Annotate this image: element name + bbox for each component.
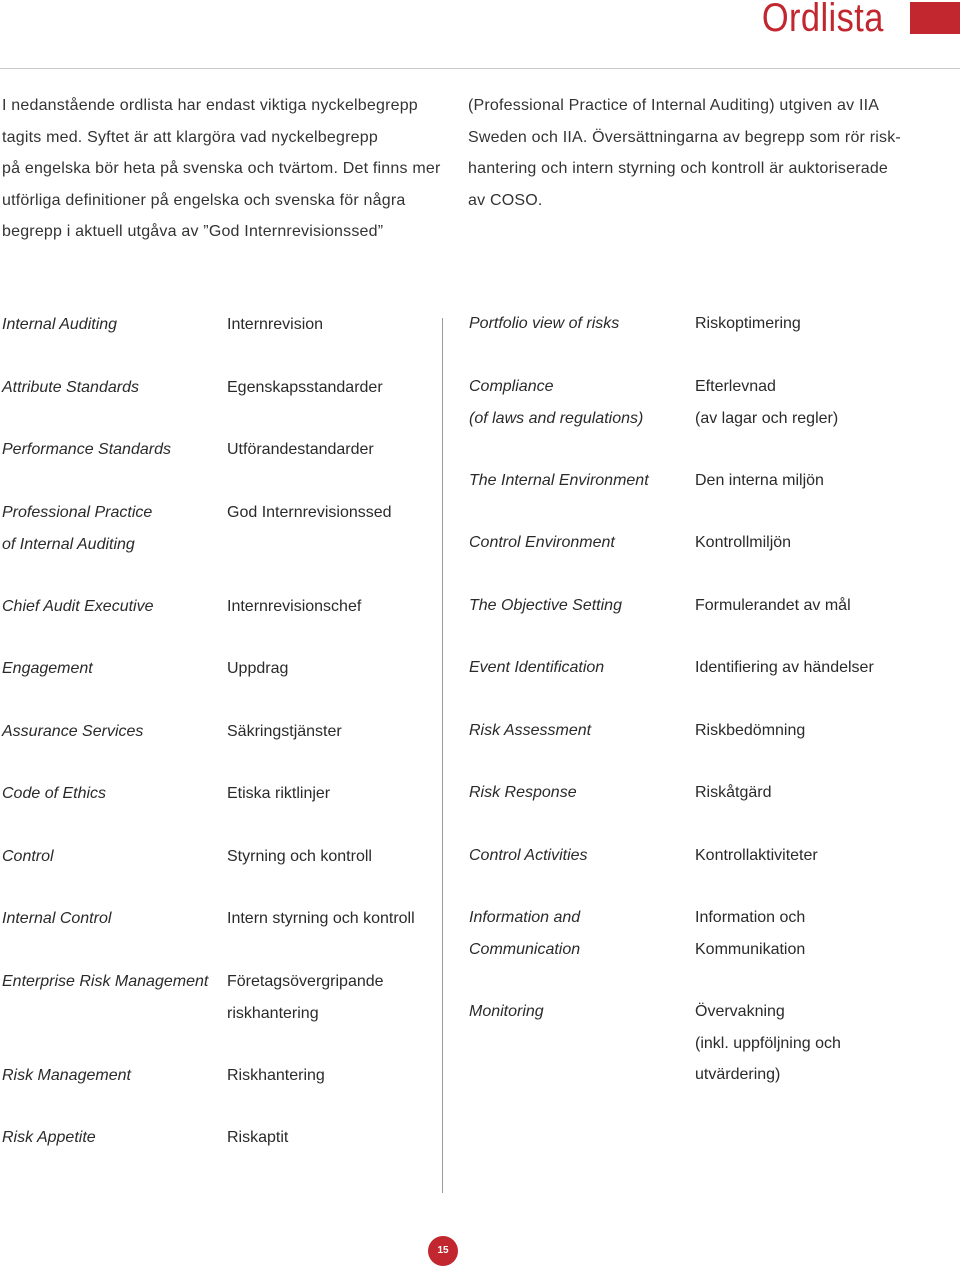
intro-line: tagits med. Syftet är att klargöra vad nyckelbegrepp (2, 128, 378, 146)
term-english: Assurance Services (2, 723, 144, 740)
term-english: Monitoring (469, 1003, 544, 1020)
term-swedish: Uppdrag (227, 660, 289, 677)
term-english: Control (2, 848, 54, 865)
term-swedish: Information och Kommunikation (695, 909, 806, 958)
term-swedish: Riskåtgärd (695, 784, 772, 801)
intro-line: Sweden och IIA. Översättningarna av begrepp som rör risk- (468, 128, 901, 146)
term-swedish: Övervakning (inkl. uppföljning och utvärdering) (695, 1003, 841, 1083)
term-english: Risk Assessment (469, 722, 592, 739)
term-swedish: Riskhantering (227, 1067, 325, 1084)
term-english: The Objective Setting (469, 597, 622, 614)
term-swedish: Efterlevnad (av lagar och regler) (695, 378, 839, 427)
term-swedish: Den interna miljön (695, 472, 824, 489)
term-swedish: Egenskapsstandarder (227, 379, 383, 396)
term-swedish: Kontrollmiljön (695, 534, 792, 551)
term-swedish: Intern styrning och kontroll (227, 910, 415, 927)
header-divider (0, 68, 960, 69)
intro-line: I nedanstående ordlista har endast viktiga nyckelbegrepp (2, 97, 418, 114)
term-english: Risk Appetite (2, 1129, 96, 1146)
term-swedish: Kontrollaktiviteter (695, 847, 818, 864)
term-english: Control Activities (469, 847, 588, 864)
term-swedish: Internrevisionschef (227, 598, 362, 615)
term-swedish: Företagsövergripande riskhantering (227, 973, 384, 1022)
term-english: Event Identification (469, 659, 605, 676)
term-english: Performance Standards (2, 441, 171, 458)
term-swedish: Etiska riktlinjer (227, 785, 331, 802)
term-english: Risk Management (2, 1067, 131, 1084)
term-english: Internal Auditing (2, 316, 118, 333)
term-swedish: Riskoptimering (695, 315, 801, 332)
term-english: Chief Audit Executive (2, 598, 154, 615)
column-divider (442, 318, 443, 1193)
intro-paragraph-left (2, 90, 441, 248)
term-swedish: Utförandestandarder (227, 441, 374, 458)
term-english: Portfolio view of risks (469, 315, 620, 332)
intro-line: begrepp i aktuell utgåva av ”God Internrevisionssed” (2, 223, 384, 240)
term-english: Engagement (2, 660, 93, 677)
page-number-badge: 15 (428, 1236, 458, 1266)
term-swedish: Riskaptit (227, 1129, 289, 1146)
term-swedish: Riskbedömning (695, 722, 806, 739)
term-swedish: Säkringstjänster (227, 723, 342, 740)
term-english: Enterprise Risk Management (2, 973, 209, 990)
intro-paragraph-right (468, 90, 928, 216)
intro-line: av COSO. (468, 191, 543, 209)
term-english: Professional Practice of Internal Auditing (2, 504, 153, 553)
term-english: The Internal Environment (469, 472, 649, 489)
intro-line: hantering och intern styrning och kontroll är auktoriserade (468, 160, 889, 177)
term-english: Internal Control (2, 910, 112, 927)
term-swedish: Styrning och kontroll (227, 848, 372, 865)
term-english: Compliance (of laws and regulations) (469, 378, 644, 427)
term-swedish: Formulerandet av mål (695, 597, 851, 614)
intro-line: utförliga definitioner på engelska och svenska för några (2, 191, 406, 209)
page-title: Ordlista (762, 0, 884, 40)
term-swedish: Internrevision (227, 316, 324, 333)
term-english: Attribute Standards (2, 379, 139, 396)
term-swedish: Identifiering av händelser (695, 659, 874, 676)
term-swedish: God Internrevisionssed (227, 504, 392, 521)
title-accent-block (910, 2, 960, 34)
term-english: Information and Communication (469, 909, 581, 958)
term-english: Code of Ethics (2, 785, 107, 802)
intro-line: (Professional Practice of Internal Auditing) utgiven av IIA (468, 97, 880, 114)
intro-line: på engelska bör heta på svenska och tvärtom. Det finns mer (2, 160, 441, 177)
term-english: Control Environment (469, 534, 615, 551)
term-english: Risk Response (469, 784, 577, 801)
